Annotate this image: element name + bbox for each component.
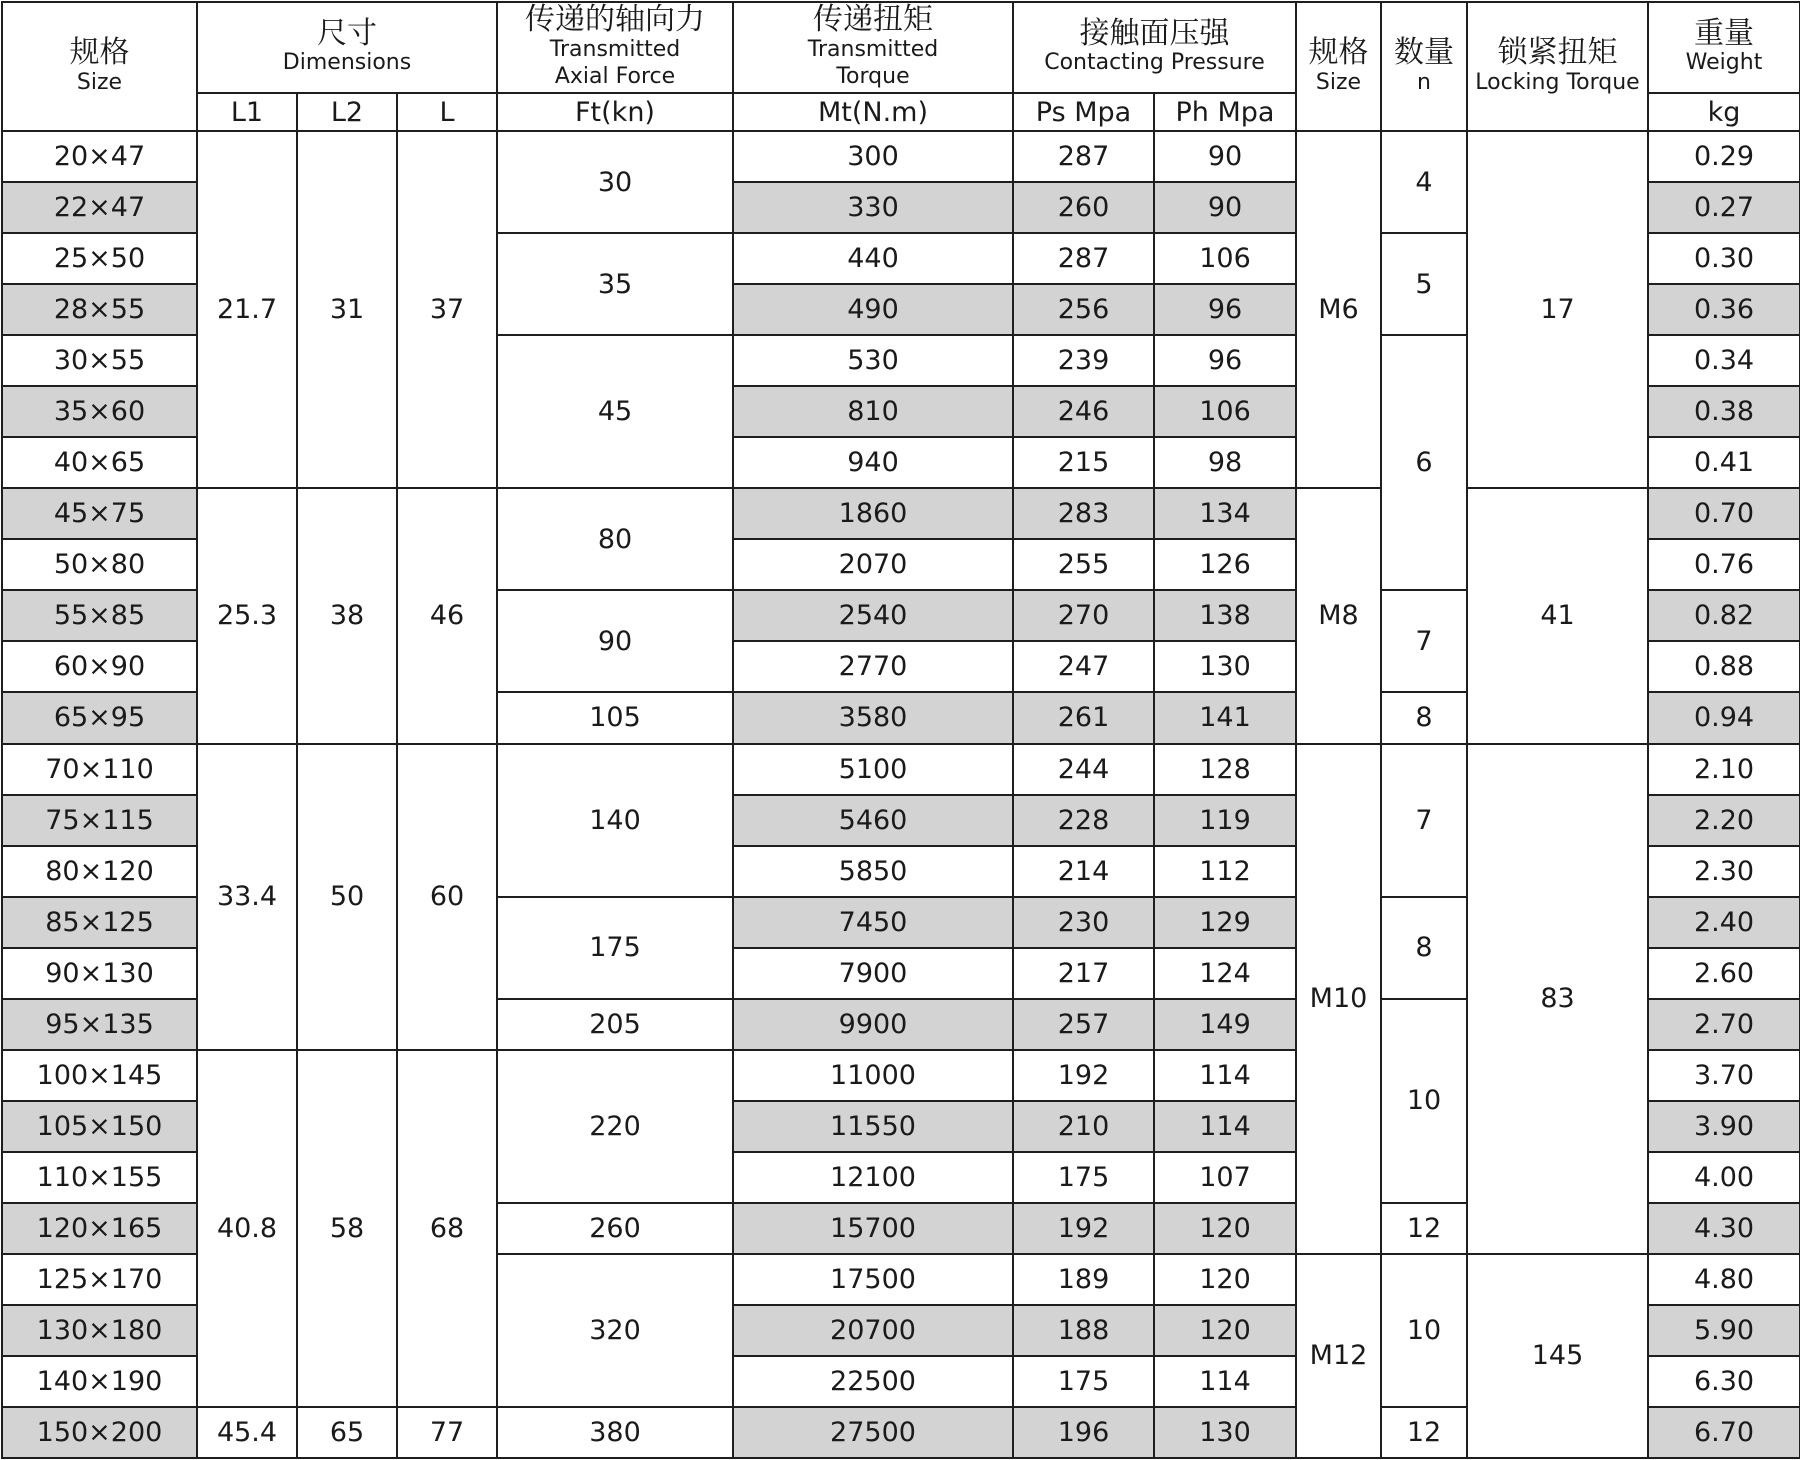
ps-cell: 247 xyxy=(1013,641,1154,692)
ph-cell: 130 xyxy=(1154,1407,1296,1458)
header-axial-cn: 传递的轴向力 xyxy=(525,2,705,38)
ft-cell: 380 xyxy=(497,1407,733,1458)
header-weight xyxy=(1648,2,1800,93)
n-cell: 10 xyxy=(1381,999,1467,1203)
ph-cell: 106 xyxy=(1154,386,1296,437)
n-cell: 10 xyxy=(1381,1254,1467,1407)
subheader-l2: L2 xyxy=(297,93,397,131)
ph-cell: 120 xyxy=(1154,1254,1296,1305)
size-cell: 22×47 xyxy=(2,182,197,233)
mt-cell: 2770 xyxy=(733,641,1013,692)
ph-cell: 98 xyxy=(1154,437,1296,488)
ph-cell: 119 xyxy=(1154,795,1296,846)
weight-cell: 0.82 xyxy=(1648,590,1800,641)
ps-cell: 244 xyxy=(1013,744,1154,795)
n-cell: 6 xyxy=(1381,335,1467,590)
size-cell: 85×125 xyxy=(2,897,197,948)
header-torque xyxy=(733,2,1013,93)
mt-cell: 330 xyxy=(733,182,1013,233)
l1-cell: 25.3 xyxy=(197,488,297,743)
ph-cell: 134 xyxy=(1154,488,1296,539)
header-size-cn: 规格 xyxy=(69,35,130,71)
weight-cell: 6.70 xyxy=(1648,1407,1800,1458)
ps-cell: 255 xyxy=(1013,539,1154,590)
size-cell: 120×165 xyxy=(2,1203,197,1254)
ft-cell: 105 xyxy=(497,692,733,743)
ft-cell: 80 xyxy=(497,488,733,590)
l2-cell: 65 xyxy=(297,1407,397,1458)
ph-cell: 114 xyxy=(1154,1101,1296,1152)
ps-cell: 228 xyxy=(1013,795,1154,846)
weight-cell: 2.60 xyxy=(1648,948,1800,999)
header-pressure-cn: 接触面压强 xyxy=(1079,15,1230,51)
mt-cell: 22500 xyxy=(733,1356,1013,1407)
header-lock-cn: 锁紧扭矩 xyxy=(1497,35,1618,71)
weight-cell: 3.70 xyxy=(1648,1050,1800,1101)
n-cell: 8 xyxy=(1381,692,1467,743)
size-cell: 40×65 xyxy=(2,437,197,488)
header-weight-en: Weight xyxy=(1685,50,1763,76)
ps-cell: 261 xyxy=(1013,692,1154,743)
n-cell: 5 xyxy=(1381,233,1467,335)
header-quantity xyxy=(1381,2,1467,131)
weight-cell: 4.80 xyxy=(1648,1254,1800,1305)
ph-cell: 129 xyxy=(1154,897,1296,948)
header-torque-cn: 传递扭矩 xyxy=(813,2,933,38)
bolt-cell: M10 xyxy=(1296,744,1381,1254)
weight-cell: 0.36 xyxy=(1648,284,1800,335)
weight-cell: 0.94 xyxy=(1648,692,1800,743)
header-bolt-size xyxy=(1296,2,1381,131)
weight-cell: 4.00 xyxy=(1648,1152,1800,1203)
ft-cell: 45 xyxy=(497,335,733,488)
weight-cell: 2.70 xyxy=(1648,999,1800,1050)
mt-cell: 810 xyxy=(733,386,1013,437)
weight-cell: 0.29 xyxy=(1648,131,1800,182)
mt-cell: 440 xyxy=(733,233,1013,284)
ps-cell: 246 xyxy=(1013,386,1154,437)
ps-cell: 270 xyxy=(1013,590,1154,641)
size-cell: 95×135 xyxy=(2,999,197,1050)
l1-cell: 40.8 xyxy=(197,1050,297,1407)
size-cell: 50×80 xyxy=(2,539,197,590)
mt-cell: 300 xyxy=(733,131,1013,182)
ps-cell: 260 xyxy=(1013,182,1154,233)
ps-cell: 192 xyxy=(1013,1050,1154,1101)
n-cell: 12 xyxy=(1381,1203,1467,1254)
l-cell: 60 xyxy=(397,744,497,1050)
ps-cell: 175 xyxy=(1013,1152,1154,1203)
mt-cell: 15700 xyxy=(733,1203,1013,1254)
ft-cell: 35 xyxy=(497,233,733,335)
mt-cell: 5850 xyxy=(733,846,1013,897)
header-weight-cn: 重量 xyxy=(1694,15,1754,51)
ps-cell: 230 xyxy=(1013,897,1154,948)
header-torque-en2: Torque xyxy=(836,64,910,90)
header-torque-en1: Transmitted xyxy=(807,36,939,62)
lock-cell: 17 xyxy=(1467,131,1648,488)
l2-cell: 38 xyxy=(297,488,397,743)
header-lock-en: Locking Torque xyxy=(1475,69,1640,95)
subheader-mt: Mt(N.m) xyxy=(733,93,1013,131)
ps-cell: 257 xyxy=(1013,999,1154,1050)
header-dimensions-cn: 尺寸 xyxy=(317,15,377,51)
size-cell: 80×120 xyxy=(2,846,197,897)
header-bolt-cn: 规格 xyxy=(1308,35,1369,71)
size-cell: 70×110 xyxy=(2,744,197,795)
mt-cell: 2070 xyxy=(733,539,1013,590)
mt-cell: 17500 xyxy=(733,1254,1013,1305)
ph-cell: 126 xyxy=(1154,539,1296,590)
ph-cell: 96 xyxy=(1154,284,1296,335)
size-cell: 125×170 xyxy=(2,1254,197,1305)
mt-cell: 11000 xyxy=(733,1050,1013,1101)
ps-cell: 214 xyxy=(1013,846,1154,897)
size-cell: 45×75 xyxy=(2,488,197,539)
mt-cell: 11550 xyxy=(733,1101,1013,1152)
header-axial-en2: Axial Force xyxy=(554,64,676,90)
size-cell: 60×90 xyxy=(2,641,197,692)
subheader-ps: Ps Mpa xyxy=(1013,93,1154,131)
weight-cell: 2.30 xyxy=(1648,846,1800,897)
size-cell: 105×150 xyxy=(2,1101,197,1152)
header-dimensions-en: Dimensions xyxy=(282,50,412,76)
size-cell: 55×85 xyxy=(2,590,197,641)
mt-cell: 3580 xyxy=(733,692,1013,743)
ph-cell: 141 xyxy=(1154,692,1296,743)
ps-cell: 287 xyxy=(1013,233,1154,284)
ph-cell: 90 xyxy=(1154,131,1296,182)
ph-cell: 90 xyxy=(1154,182,1296,233)
ps-cell: 196 xyxy=(1013,1407,1154,1458)
subheader-ph: Ph Mpa xyxy=(1154,93,1296,131)
weight-cell: 6.30 xyxy=(1648,1356,1800,1407)
ps-cell: 256 xyxy=(1013,284,1154,335)
l-cell: 77 xyxy=(397,1407,497,1458)
mt-cell: 12100 xyxy=(733,1152,1013,1203)
bolt-cell: M12 xyxy=(1296,1254,1381,1458)
n-cell: 12 xyxy=(1381,1407,1467,1458)
ft-cell: 260 xyxy=(497,1203,733,1254)
subheader-ft: Ft(kn) xyxy=(497,93,733,131)
size-cell: 20×47 xyxy=(2,131,197,182)
ph-cell: 138 xyxy=(1154,590,1296,641)
ft-cell: 205 xyxy=(497,999,733,1050)
ps-cell: 192 xyxy=(1013,1203,1154,1254)
weight-cell: 0.34 xyxy=(1648,335,1800,386)
ft-cell: 320 xyxy=(497,1254,733,1407)
ph-cell: 114 xyxy=(1154,1050,1296,1101)
header-size-en: Size xyxy=(76,69,123,95)
header-pressure-en: Contacting Pressure xyxy=(1044,50,1265,76)
size-cell: 100×145 xyxy=(2,1050,197,1101)
ph-cell: 128 xyxy=(1154,744,1296,795)
ft-cell: 30 xyxy=(497,131,733,233)
ps-cell: 239 xyxy=(1013,335,1154,386)
size-cell: 110×155 xyxy=(2,1152,197,1203)
size-cell: 90×130 xyxy=(2,948,197,999)
mt-cell: 5460 xyxy=(733,795,1013,846)
bolt-cell: M8 xyxy=(1296,488,1381,743)
header-locking-torque xyxy=(1467,2,1648,131)
ps-cell: 188 xyxy=(1013,1305,1154,1356)
l2-cell: 50 xyxy=(297,744,397,1050)
header-bolt-en: Size xyxy=(1315,69,1362,95)
header-dimensions xyxy=(197,2,497,93)
weight-cell: 0.76 xyxy=(1648,539,1800,590)
size-cell: 25×50 xyxy=(2,233,197,284)
mt-cell: 20700 xyxy=(733,1305,1013,1356)
ph-cell: 107 xyxy=(1154,1152,1296,1203)
l2-cell: 31 xyxy=(297,131,397,488)
header-pressure xyxy=(1013,2,1296,93)
mt-cell: 490 xyxy=(733,284,1013,335)
header-row xyxy=(2,2,1800,93)
ph-cell: 112 xyxy=(1154,846,1296,897)
header-axial-en1: Transmitted xyxy=(549,36,681,62)
size-cell: 28×55 xyxy=(2,284,197,335)
ph-cell: 120 xyxy=(1154,1305,1296,1356)
header-axial-force xyxy=(497,2,733,93)
weight-cell: 5.90 xyxy=(1648,1305,1800,1356)
header-quantity-en: n xyxy=(1417,69,1431,95)
lock-cell: 41 xyxy=(1467,488,1648,743)
weight-cell: 4.30 xyxy=(1648,1203,1800,1254)
l-cell: 37 xyxy=(397,131,497,488)
ph-cell: 120 xyxy=(1154,1203,1296,1254)
weight-cell: 0.70 xyxy=(1648,488,1800,539)
header-size xyxy=(2,2,197,131)
ps-cell: 283 xyxy=(1013,488,1154,539)
ps-cell: 189 xyxy=(1013,1254,1154,1305)
mt-cell: 2540 xyxy=(733,590,1013,641)
weight-cell: 3.90 xyxy=(1648,1101,1800,1152)
subheader-kg: kg xyxy=(1648,93,1800,131)
ft-cell: 175 xyxy=(497,897,733,999)
ps-cell: 217 xyxy=(1013,948,1154,999)
header-quantity-cn: 数量 xyxy=(1394,35,1454,71)
mt-cell: 5100 xyxy=(733,744,1013,795)
weight-cell: 2.10 xyxy=(1648,744,1800,795)
ft-cell: 90 xyxy=(497,590,733,692)
mt-cell: 9900 xyxy=(733,999,1013,1050)
table-row xyxy=(2,744,1800,795)
size-cell: 140×190 xyxy=(2,1356,197,1407)
ph-cell: 124 xyxy=(1154,948,1296,999)
ps-cell: 210 xyxy=(1013,1101,1154,1152)
weight-cell: 2.20 xyxy=(1648,795,1800,846)
ph-cell: 114 xyxy=(1154,1356,1296,1407)
weight-cell: 0.30 xyxy=(1648,233,1800,284)
table-row xyxy=(2,131,1800,182)
lock-cell: 83 xyxy=(1467,744,1648,1254)
ps-cell: 175 xyxy=(1013,1356,1154,1407)
mt-cell: 1860 xyxy=(733,488,1013,539)
n-cell: 7 xyxy=(1381,744,1467,897)
n-cell: 7 xyxy=(1381,590,1467,692)
l1-cell: 33.4 xyxy=(197,744,297,1050)
ps-cell: 287 xyxy=(1013,131,1154,182)
size-cell: 130×180 xyxy=(2,1305,197,1356)
lock-cell: 145 xyxy=(1467,1254,1648,1458)
table-row xyxy=(2,488,1800,539)
size-cell: 30×55 xyxy=(2,335,197,386)
size-cell: 35×60 xyxy=(2,386,197,437)
ft-cell: 140 xyxy=(497,744,733,897)
weight-cell: 0.38 xyxy=(1648,386,1800,437)
subheader-l1: L1 xyxy=(197,93,297,131)
weight-cell: 0.41 xyxy=(1648,437,1800,488)
weight-cell: 0.88 xyxy=(1648,641,1800,692)
ph-cell: 130 xyxy=(1154,641,1296,692)
weight-cell: 2.40 xyxy=(1648,897,1800,948)
mt-cell: 27500 xyxy=(733,1407,1013,1458)
ph-cell: 106 xyxy=(1154,233,1296,284)
mt-cell: 940 xyxy=(733,437,1013,488)
size-cell: 65×95 xyxy=(2,692,197,743)
size-cell: 150×200 xyxy=(2,1407,197,1458)
l1-cell: 21.7 xyxy=(197,131,297,488)
n-cell: 4 xyxy=(1381,131,1467,233)
mt-cell: 7900 xyxy=(733,948,1013,999)
ph-cell: 96 xyxy=(1154,335,1296,386)
subheader-l: L xyxy=(397,93,497,131)
spec-table xyxy=(1,1,1800,1459)
ft-cell: 220 xyxy=(497,1050,733,1203)
ph-cell: 149 xyxy=(1154,999,1296,1050)
l-cell: 68 xyxy=(397,1050,497,1407)
l2-cell: 58 xyxy=(297,1050,397,1407)
mt-cell: 7450 xyxy=(733,897,1013,948)
n-cell: 8 xyxy=(1381,897,1467,999)
l1-cell: 45.4 xyxy=(197,1407,297,1458)
weight-cell: 0.27 xyxy=(1648,182,1800,233)
l-cell: 46 xyxy=(397,488,497,743)
bolt-cell: M6 xyxy=(1296,131,1381,488)
size-cell: 75×115 xyxy=(2,795,197,846)
mt-cell: 530 xyxy=(733,335,1013,386)
ps-cell: 215 xyxy=(1013,437,1154,488)
